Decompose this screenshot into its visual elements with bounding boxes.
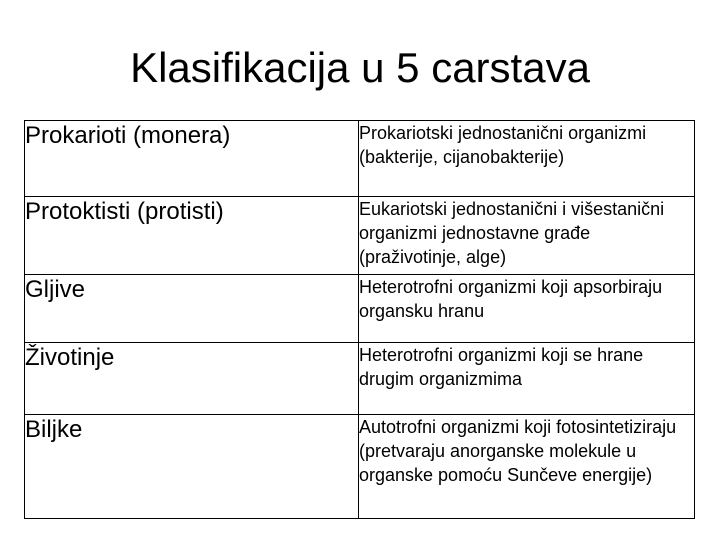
kingdom-name: Gljive — [25, 275, 359, 343]
kingdom-name: Protoktisti (protisti) — [25, 197, 359, 275]
kingdom-name: Prokarioti (monera) — [25, 121, 359, 197]
kingdom-description: Autotrofni organizmi koji fotosintetiziraju (pretvaraju anorganske molekule u organske pomoću Sunčeve energije) — [359, 415, 695, 519]
table-row — [25, 343, 695, 415]
table-row — [25, 121, 695, 197]
table-row — [25, 197, 695, 275]
kingdom-description: Prokariotski jednostanični organizmi (bakterije, cijanobakterije) — [359, 121, 695, 197]
kingdom-name: Životinje — [25, 343, 359, 415]
kingdom-table — [24, 120, 695, 519]
kingdom-description: Eukariotski jednostanični i višestanični organizmi jednostavne građe (praživotinje, alge) — [359, 197, 695, 275]
slide-title: Klasifikacija u 5 carstava — [130, 44, 590, 91]
table-row — [25, 275, 695, 343]
kingdom-description: Heterotrofni organizmi koji se hrane drugim organizmima — [359, 343, 695, 415]
kingdom-name: Biljke — [25, 415, 359, 519]
kingdom-description: Heterotrofni organizmi koji apsorbiraju organsku hranu — [359, 275, 695, 343]
table-row — [25, 415, 695, 519]
